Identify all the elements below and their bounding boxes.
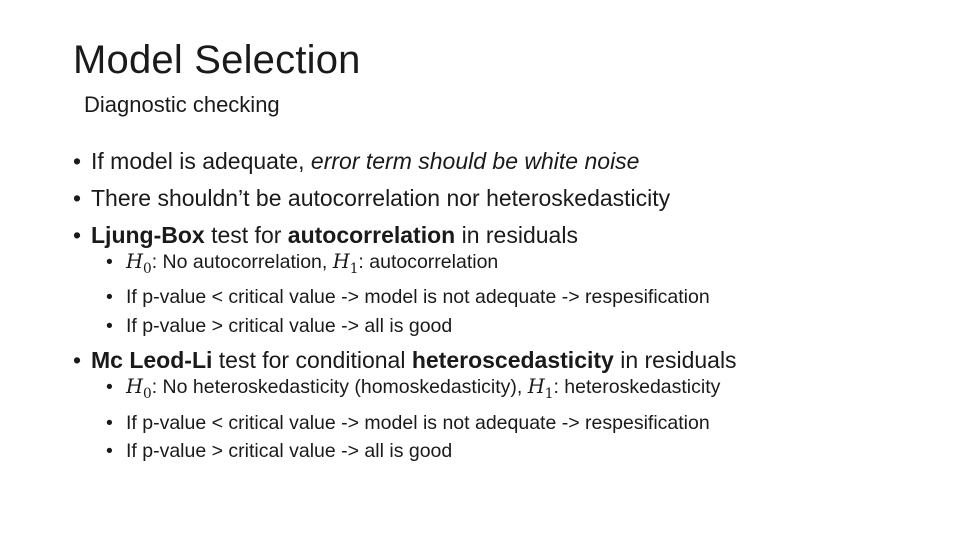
sub-bullet-list bbox=[73, 373, 933, 465]
math-subscript: 1 bbox=[544, 386, 554, 403]
math-subscript: 0 bbox=[143, 386, 152, 403]
bullet-text: There shouldn’t be autocorrelation nor heteroskedasticity bbox=[91, 185, 671, 211]
bullet-text: in residuals bbox=[455, 222, 578, 248]
bullet-emphasis: error term should be white noise bbox=[310, 148, 640, 174]
bullet-marker: • bbox=[106, 376, 113, 399]
bullet-bold: autocorrelation bbox=[287, 222, 456, 248]
slide-subtitle: Diagnostic checking bbox=[84, 92, 280, 117]
sub-bullet-group bbox=[73, 373, 933, 465]
sub-bullet-item bbox=[73, 373, 933, 408]
slide-title: Model Selection bbox=[73, 38, 361, 82]
bullet-marker: • bbox=[73, 347, 82, 374]
sub-bullet-item bbox=[73, 248, 933, 283]
hypothesis-h1 bbox=[527, 375, 554, 403]
sub-bullet-text: If p-value > critical value -> all is good bbox=[126, 440, 453, 463]
sub-bullet-text: If p-value < critical value -> model is not adequate -> respesification bbox=[126, 286, 710, 309]
bullet-text: in residuals bbox=[613, 347, 737, 374]
sub-bullet-item bbox=[73, 409, 933, 438]
bullet-marker: • bbox=[106, 251, 113, 273]
bullet-marker: • bbox=[106, 411, 113, 434]
math-subscript: 0 bbox=[143, 260, 152, 277]
hypothesis-h0 bbox=[126, 250, 152, 277]
bullet-text: test for conditional bbox=[212, 347, 412, 374]
bullet-text: test for bbox=[204, 222, 288, 248]
bullet-marker: • bbox=[106, 286, 113, 309]
bullet-bold: Ljung-Box bbox=[91, 222, 205, 248]
sub-bullet-text: : No heteroskedasticity (homoskedasticity), bbox=[151, 376, 528, 399]
bullet-marker: • bbox=[106, 440, 113, 463]
sub-bullet-item bbox=[73, 283, 933, 312]
hypothesis-h0 bbox=[126, 375, 152, 403]
sub-bullet-item bbox=[73, 312, 933, 341]
bullet-text: If model is adequate, bbox=[91, 148, 311, 174]
bullet-bold: heteroscedasticity bbox=[411, 347, 614, 374]
sub-bullet-list bbox=[73, 248, 933, 340]
sub-bullet-text: : heteroskedasticity bbox=[553, 376, 721, 399]
math-symbol: H bbox=[332, 250, 350, 273]
math-symbol: H bbox=[126, 375, 144, 399]
bullet-marker: • bbox=[106, 314, 113, 337]
sub-bullet-text: : autocorrelation bbox=[358, 251, 499, 273]
sub-bullet-text: If p-value < critical value -> model is not adequate -> respesification bbox=[126, 411, 710, 434]
bullet-item bbox=[73, 143, 933, 180]
sub-bullet-group bbox=[73, 248, 933, 340]
sub-bullet-text: If p-value > critical value -> all is good bbox=[126, 314, 453, 337]
math-symbol: H bbox=[527, 375, 545, 399]
bullet-marker: • bbox=[73, 185, 82, 211]
hypothesis-h1 bbox=[332, 250, 359, 277]
bullet-marker: • bbox=[73, 222, 82, 248]
bullet-item bbox=[73, 180, 933, 217]
sub-bullet-item bbox=[73, 437, 933, 466]
math-symbol: H bbox=[126, 250, 144, 273]
sub-bullet-text: : No autocorrelation, bbox=[151, 251, 333, 273]
bullet-bold: Mc Leod-Li bbox=[91, 347, 213, 374]
bullet-marker: • bbox=[73, 148, 82, 174]
bullet-list bbox=[73, 143, 933, 468]
math-subscript: 1 bbox=[349, 260, 359, 277]
